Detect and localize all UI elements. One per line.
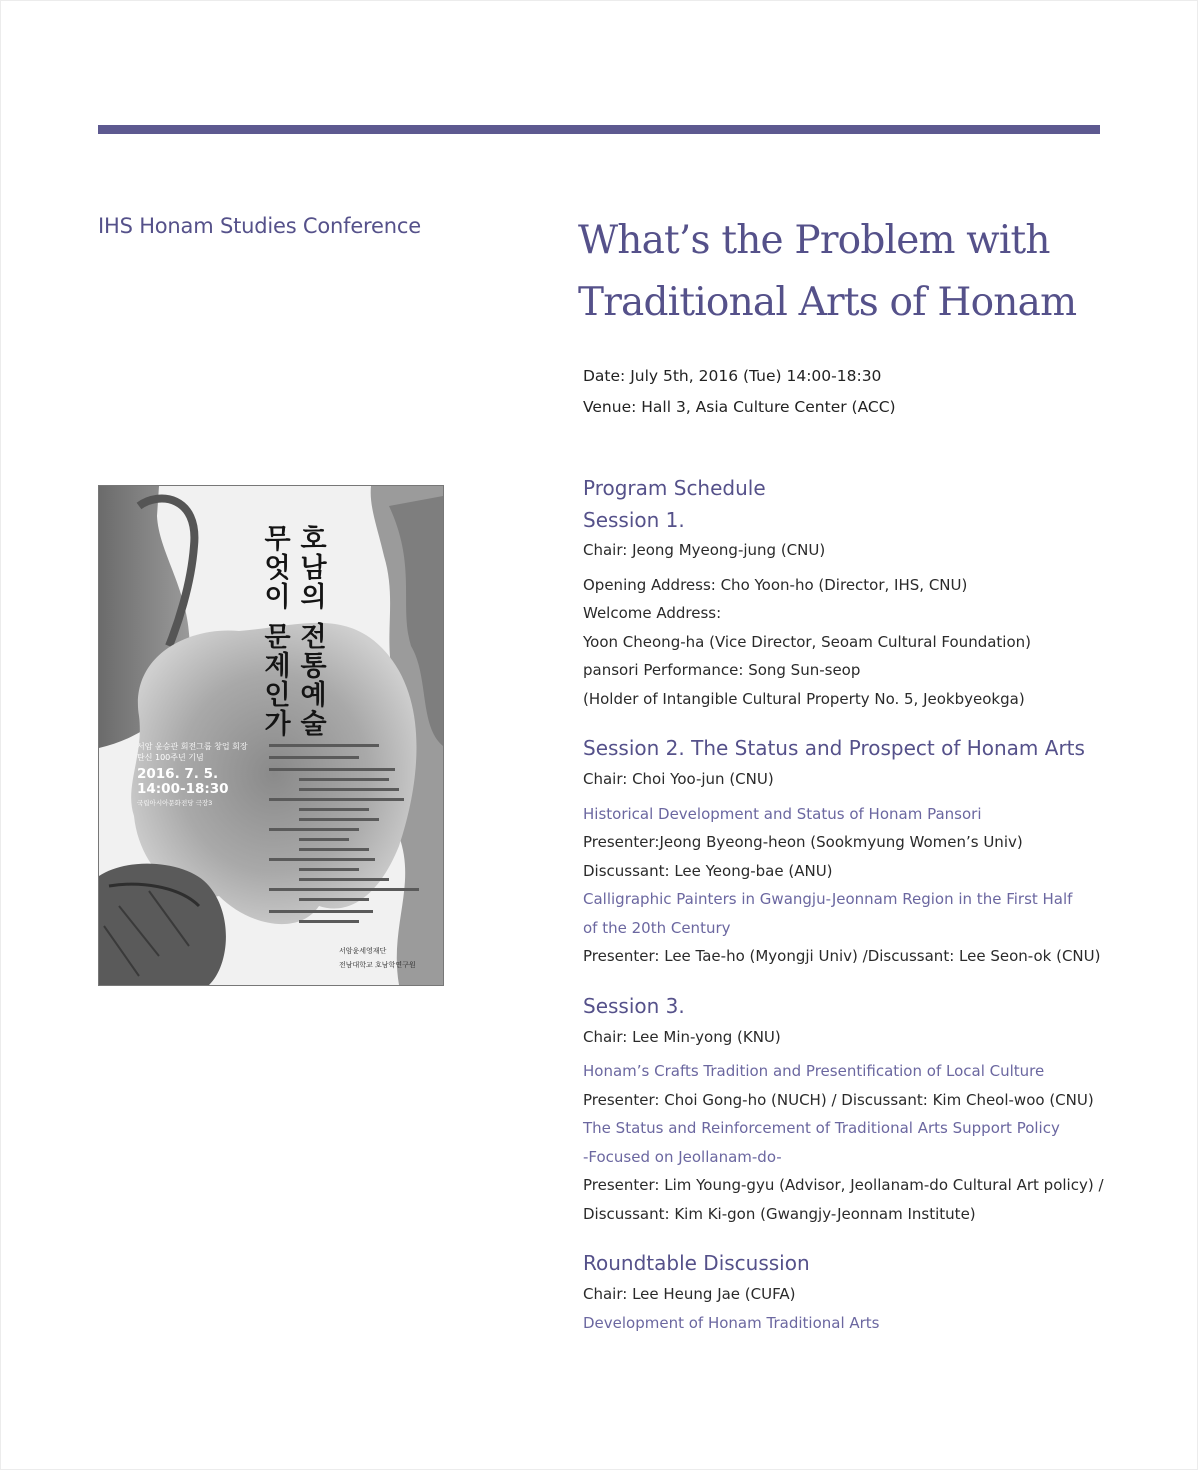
poster-organizer-1: 서암윤세영재단 — [339, 947, 387, 955]
poster-date: 2016. 7. 5. — [137, 766, 219, 782]
title-line-1: What’s the Problem with — [578, 218, 1050, 263]
program-heading: Program Schedule — [583, 476, 766, 500]
poster-time: 14:00-18:30 — [137, 781, 229, 797]
roundtable-chair: Chair: Lee Heung Jae (CUFA) — [583, 1285, 796, 1303]
page-title — [578, 210, 1076, 334]
session-1-line: Yoon Cheong-ha (Vice Director, Seoam Cultural Foundation) — [583, 632, 1031, 651]
session-2-talk-2-people: Presenter: Lee Tae-ho (Myongji Univ) /Discussant: Lee Seon-ok (CNU) — [583, 947, 1101, 965]
session-2-talk-2-cont: of the 20th Century — [583, 918, 731, 937]
session-3-talk-2-discussant: Discussant: Kim Ki-gon (Gwangjy-Jeonnam Institute) — [583, 1204, 976, 1223]
session-3-talk-1: Honam’s Crafts Tradition and Presentification of Local Culture — [583, 1062, 1045, 1080]
session-2-talk-2: Calligraphic Painters in Gwangju-Jeonnam Region in the First Half — [583, 890, 1073, 908]
event-venue: Venue: Hall 3, Asia Culture Center (ACC) — [583, 398, 896, 416]
session-1-line: (Holder of Intangible Cultural Property No. 5, Jeokbyeokga) — [583, 689, 1025, 708]
session-3-talk-2: The Status and Reinforcement of Traditional Arts Support Policy — [583, 1119, 1060, 1137]
roundtable-title: Roundtable Discussion — [583, 1251, 810, 1275]
session-1-line: Opening Address: Cho Yoon-ho (Director, IHS, CNU) — [583, 575, 968, 594]
program-schedule — [583, 472, 1143, 1337]
event-date: Date: July 5th, 2016 (Tue) 14:00-18:30 — [583, 367, 882, 385]
session-2-title: Session 2. The Status and Prospect of Honam Arts — [583, 736, 1085, 760]
event-info — [583, 361, 896, 423]
session-2-talk-1: Historical Development and Status of Honam Pansori — [583, 804, 982, 823]
session-1-line: pansori Performance: Song Sun-seop — [583, 661, 861, 679]
session-3-chair: Chair: Lee Min-yong (KNU) — [583, 1027, 781, 1046]
session-2-talk-1-discussant: Discussant: Lee Yeong-bae (ANU) — [583, 861, 833, 880]
top-rule — [98, 125, 1100, 134]
poster-title-line-1: 호남의 전통예술 — [295, 524, 326, 739]
title-line-2: Traditional Arts of Honam — [578, 280, 1077, 325]
poster-subtitle-1: 서암 윤승관 회전그룹 창업 회장 — [137, 742, 248, 751]
poster-organizer-2: 전남대학교 호남학연구원 — [339, 961, 416, 969]
session-3-talk-2-cont: -Focused on Jeollanam-do- — [583, 1147, 782, 1166]
roundtable-topic: Development of Honam Traditional Arts — [583, 1313, 880, 1332]
session-2-talk-1-presenter: Presenter:Jeong Byeong-heon (Sookmyung Women’s Univ) — [583, 833, 1023, 851]
session-3-talk-2-presenter: Presenter: Lim Young-gyu (Advisor, Jeollanam-do Cultural Art policy) / — [583, 1176, 1104, 1194]
session-3-talk-1-people: Presenter: Choi Gong-ho (NUCH) / Discussant: Kim Cheol-woo (CNU) — [583, 1090, 1094, 1109]
poster-title-line-2: 무엇이 문제인가 — [259, 524, 290, 739]
poster-event-details — [137, 741, 248, 808]
session-1-chair: Chair: Jeong Myeong-jung (CNU) — [583, 541, 826, 559]
session-3-title: Session 3. — [583, 993, 685, 1018]
session-2-chair: Chair: Choi Yoo-jun (CNU) — [583, 770, 774, 788]
poster-subtitle-2: 탄신 100주년 기념 — [137, 753, 204, 762]
session-1-title: Session 1. — [583, 508, 685, 532]
session-1-line: Welcome Address: — [583, 604, 722, 622]
event-poster — [98, 485, 444, 986]
conference-name: IHS Honam Studies Conference — [98, 214, 421, 238]
poster-place: 국립아시아문화전당 극장3 — [137, 799, 213, 807]
